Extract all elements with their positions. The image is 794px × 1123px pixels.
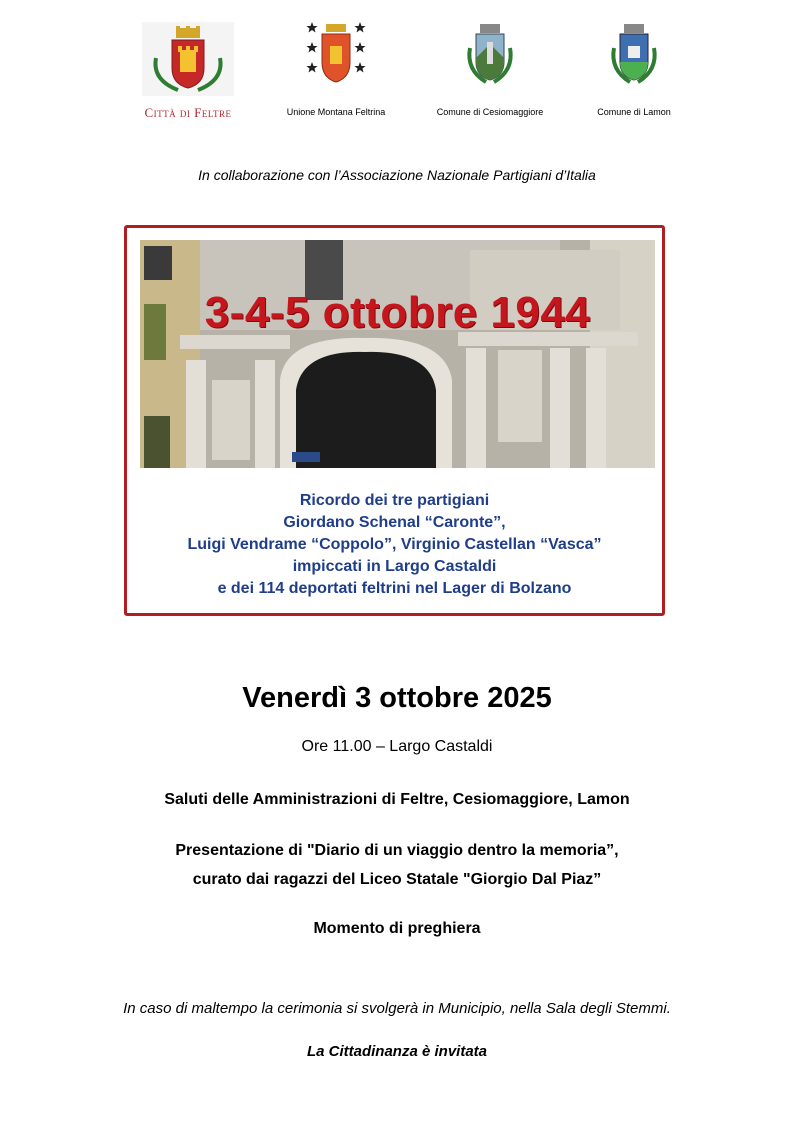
cesiomaggiore-crest-icon (460, 18, 520, 88)
banner-title: 3-4-5 ottobre 1944 (204, 288, 591, 337)
memorial-line: Giordano Schenal “Caronte”, (283, 514, 506, 531)
memorial-line: Ricordo dei tre partigiani (299, 492, 490, 509)
memorial-frame (124, 225, 665, 616)
memorial-line: Luigi Vendrame “Coppolo”, Virginio Castellan “Vasca” (187, 536, 602, 553)
lamon-caption: Comune di Lamon (597, 107, 671, 117)
presentation-line-1: Presentazione di "Diario di un viaggio dentro la memoria”, (175, 842, 619, 859)
prayer-line: Momento di preghiera (313, 920, 481, 937)
feltre-crest-icon (128, 18, 248, 98)
lamon-crest-icon (604, 18, 664, 88)
logo-lamon (580, 18, 688, 117)
event-time-place: Ore 11.00 – Largo Castaldi (301, 738, 493, 755)
memorial-text (127, 490, 662, 600)
unione-montana-caption: Unione Montana Feltrina (286, 107, 386, 117)
weather-note: In caso di maltempo la cerimonia si svolgerà in Municipio, nella Sala degli Stemmi. (123, 1000, 671, 1017)
event-date: Venerdì 3 ottobre 2025 (242, 682, 552, 714)
collaboration-line: In collaborazione con l’Associazione Nazionale Partigiani d’Italia (198, 167, 596, 183)
archway-illustration (140, 240, 655, 468)
feltre-caption: Città di Feltre (144, 105, 232, 120)
presentation-line-2: curato dai ragazzi del Liceo Statale "Giorgio Dal Piaz” (192, 871, 602, 888)
logo-unione-montana (282, 18, 390, 117)
logo-cesiomaggiore (430, 18, 550, 117)
memorial-line: e dei 114 deportati feltrini nel Lager di Bolzano (217, 580, 572, 597)
unione-montana-crest-icon (306, 18, 366, 88)
memorial-line: impiccati in Largo Castaldi (292, 558, 497, 575)
invitation-line: La Cittadinanza è invitata (306, 1043, 488, 1060)
logo-citta-di-feltre (128, 18, 248, 121)
greetings-line: Saluti delle Amministrazioni di Feltre, Cesiomaggiore, Lamon (164, 791, 630, 808)
cesiomaggiore-caption: Comune di Cesiomaggiore (436, 107, 544, 117)
archway-photo (140, 240, 655, 468)
